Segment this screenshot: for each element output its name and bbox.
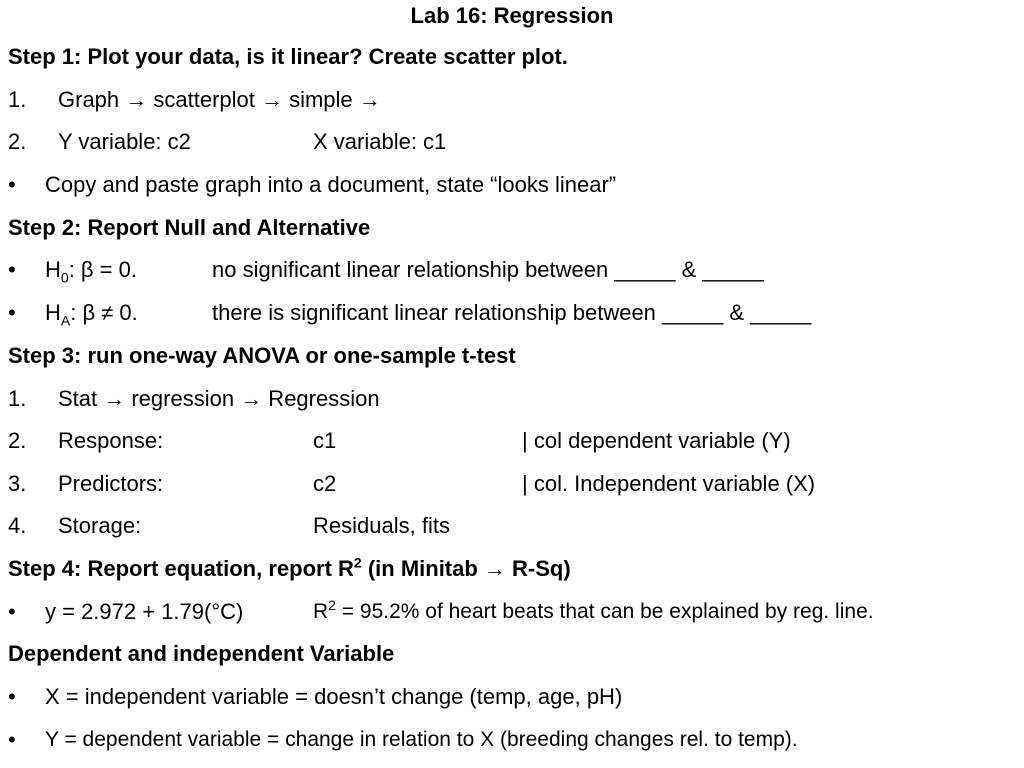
step4-heading-part-b: (in Minitab → R-Sq) bbox=[361, 556, 571, 581]
regression-equation: y = 2.972 + 1.79(°C) bbox=[45, 599, 244, 624]
r-squared-desc: = 95.2% of heart beats that can be explained by reg. line. bbox=[335, 600, 874, 623]
bullet-icon: • bbox=[8, 172, 16, 197]
step2-heading bbox=[0, 207, 1024, 249]
step3-item-4 bbox=[0, 505, 1024, 547]
step3-item-1-text: Stat → regression → Regression bbox=[58, 386, 380, 411]
step2-heading-text: Step 2: Report Null and Alternative bbox=[8, 215, 371, 240]
alternative-hypothesis-expr bbox=[45, 292, 138, 334]
alternative-hypothesis bbox=[0, 292, 1024, 334]
page-title: Lab 16: Regression bbox=[410, 3, 614, 28]
step1-heading bbox=[0, 36, 1024, 78]
null-hypothesis-desc: no significant linear relationship between _____ & _____ bbox=[212, 257, 764, 282]
predictors-note: | col. Independent variable (X) bbox=[522, 471, 816, 496]
bullet-icon: • bbox=[8, 300, 16, 325]
step1-item-2 bbox=[0, 121, 1024, 163]
bullet-icon: • bbox=[8, 727, 16, 752]
list-number: 1. bbox=[8, 386, 27, 411]
step1-item-1 bbox=[0, 79, 1024, 121]
list-number: 3. bbox=[8, 471, 27, 496]
step4-bullet bbox=[0, 591, 1024, 633]
storage-label: Storage: bbox=[58, 513, 142, 538]
predictors-value: c2 bbox=[313, 471, 337, 496]
list-number: 2. bbox=[8, 428, 27, 453]
step4-heading bbox=[0, 548, 1024, 590]
superscript: 2 bbox=[353, 554, 362, 571]
step4-heading-part-a: Step 4: Report equation, report R bbox=[8, 556, 354, 581]
step4-heading-text bbox=[8, 548, 571, 590]
step3-heading bbox=[0, 335, 1024, 377]
x-variable-text: X variable: c1 bbox=[313, 129, 447, 154]
dependent-variable-text: Y = dependent variable = change in relation to X (breeding changes rel. to temp). bbox=[45, 728, 798, 751]
step3-heading-text: Step 3: run one-way ANOVA or one-sample t-test bbox=[8, 343, 516, 368]
h-subscript: A bbox=[60, 312, 71, 329]
step1-bullet-text: Copy and paste graph into a document, state “looks linear” bbox=[45, 172, 617, 197]
step1-bullet bbox=[0, 164, 1024, 206]
h-symbol: H bbox=[45, 257, 61, 282]
bullet-icon: • bbox=[8, 684, 16, 709]
independent-variable-text: X = independent variable = doesn’t change (temp, age, pH) bbox=[45, 684, 623, 709]
step3-item-2 bbox=[0, 420, 1024, 462]
h-subscript: 0 bbox=[60, 269, 69, 286]
response-label: Response: bbox=[58, 428, 164, 453]
step3-item-3 bbox=[0, 463, 1024, 505]
step3-item-1 bbox=[0, 378, 1024, 420]
response-value: c1 bbox=[313, 428, 337, 453]
beta-expr: : β = 0. bbox=[68, 257, 137, 282]
list-number: 4. bbox=[8, 513, 27, 538]
dep-indep-heading-text: Dependent and independent Variable bbox=[8, 641, 395, 666]
response-note: | col dependent variable (Y) bbox=[522, 428, 791, 453]
predictors-label: Predictors: bbox=[58, 471, 164, 496]
independent-variable-bullet bbox=[0, 676, 1024, 718]
dependent-variable-bullet bbox=[0, 719, 1024, 761]
y-variable-text: Y variable: c2 bbox=[58, 129, 191, 154]
alternative-hypothesis-desc: there is significant linear relationship between _____ & _____ bbox=[212, 300, 812, 325]
list-number: 1. bbox=[8, 87, 27, 112]
r-squared-text bbox=[313, 591, 874, 633]
null-hypothesis bbox=[0, 249, 1024, 291]
h-symbol: H bbox=[45, 300, 61, 325]
bullet-icon: • bbox=[8, 257, 16, 282]
step1-item-1-text: Graph → scatterplot → simple → bbox=[58, 87, 381, 112]
list-number: 2. bbox=[8, 129, 27, 154]
storage-value: Residuals, fits bbox=[313, 513, 450, 538]
superscript: 2 bbox=[328, 597, 336, 613]
null-hypothesis-expr bbox=[45, 249, 137, 291]
r-symbol: R bbox=[313, 600, 329, 623]
beta-expr: : β ≠ 0. bbox=[70, 300, 138, 325]
step1-heading-text: Step 1: Plot your data, is it linear? Create scatter plot. bbox=[8, 44, 568, 69]
dep-indep-heading bbox=[0, 633, 1024, 675]
bullet-icon: • bbox=[8, 599, 16, 624]
